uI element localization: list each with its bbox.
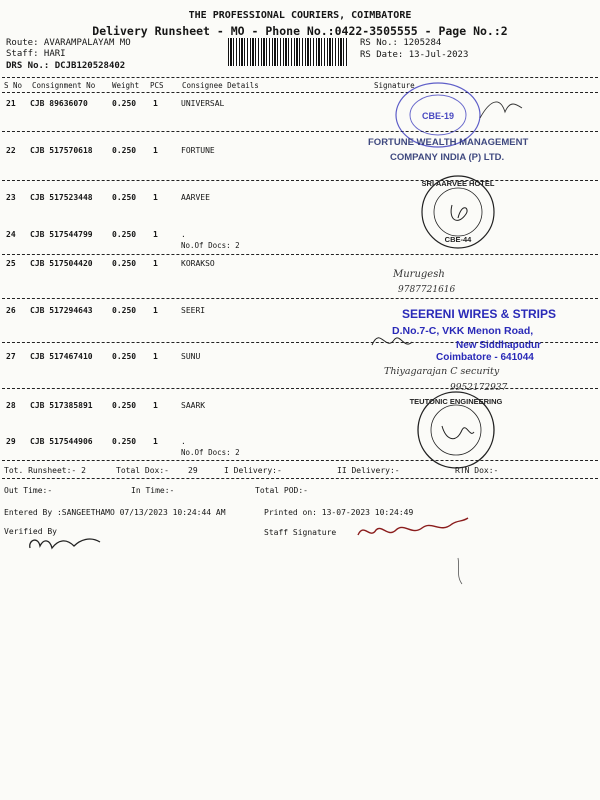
row-consignee: .	[181, 230, 186, 239]
row-consignee: FORTUNE	[181, 146, 215, 155]
row-consignment: CJB 517385891	[30, 401, 93, 410]
row-weight: 0.250	[112, 437, 137, 446]
divider	[2, 298, 598, 299]
row-weight: 0.250	[112, 259, 137, 268]
tot-runsheet: Tot. Runsheet:- 2	[4, 466, 86, 475]
rs-number: RS No.: 1205284	[360, 38, 442, 48]
row-pcs: 1	[153, 401, 158, 410]
teutonic-seal-text: TEUTONIC ENGINEERING	[409, 397, 503, 406]
row-weight: 0.250	[112, 230, 137, 239]
row-consignee: AARVEE	[181, 193, 210, 202]
row-pcs: 1	[153, 437, 158, 446]
staff-signature-label: Staff Signature	[264, 528, 337, 537]
seeri-stamp-line4: Coimbatore - 641044	[436, 352, 534, 363]
barcode	[228, 38, 348, 66]
divider	[2, 131, 598, 132]
seeri-stamp-line1: SEERENI WIRES & STRIPS	[402, 307, 557, 321]
divider	[2, 254, 598, 255]
row-weight: 0.250	[112, 401, 137, 410]
row-consignee: KORAKSO	[181, 259, 215, 268]
row-consignment: CJB 517294643	[30, 306, 93, 315]
divider	[2, 180, 598, 181]
row-consignment: CJB 517570618	[30, 146, 93, 155]
aarvee-seal	[422, 176, 495, 248]
row-pcs: 1	[153, 306, 158, 315]
verified-by: Verified By	[4, 527, 57, 536]
staff-name: Staff: HARI	[6, 49, 66, 59]
aarvee-seal-top-text: SRI AARVEE HOTEL	[421, 179, 495, 188]
ii-delivery: II Delivery:-	[337, 466, 400, 475]
row-doc-count: No.Of Docs: 2	[181, 241, 240, 250]
row-sno: 27	[6, 352, 16, 361]
row-pcs: 1	[153, 230, 158, 239]
divider	[2, 342, 598, 343]
row-sno: 29	[6, 437, 16, 446]
row-consignee: SUNU	[181, 352, 201, 361]
seeri-stamp-line2: D.No.7-C, VKK Menon Road,	[392, 325, 534, 337]
row-consignment: CJB 517544799	[30, 230, 93, 239]
verified-signature	[30, 539, 100, 548]
row-consignee: SAARK	[181, 401, 206, 410]
col-pcs: PCS	[150, 81, 164, 90]
fortune-stamp-line1: FORTUNE WEALTH MANAGEMENT	[368, 137, 529, 148]
seal-cbe-19-text: CBE-19	[421, 111, 455, 121]
out-time: Out Time:-	[4, 486, 53, 495]
divider	[2, 460, 598, 461]
col-weight: Weight	[112, 81, 140, 90]
drs-number: DRS No.: DCJB120528402	[6, 61, 126, 71]
handwriting-murugesh: Murugesh	[393, 269, 445, 280]
row-consignment: CJB 517467410	[30, 352, 93, 361]
seeri-stamp-line3: New Siddhapudur	[456, 340, 541, 351]
handwriting-murugesh-phone: 9787721616	[398, 285, 456, 295]
row-sno: 21	[6, 99, 16, 108]
row-sno: 22	[6, 146, 16, 155]
row-weight: 0.250	[112, 352, 137, 361]
signature-mark	[480, 102, 522, 118]
col-consignee: Consignee Details	[182, 81, 259, 90]
row-consignee: SEERI	[181, 306, 206, 315]
pen-mark	[458, 558, 462, 584]
row-sno: 25	[6, 259, 16, 268]
aarvee-seal-bottom-text: CBE-44	[444, 235, 472, 244]
divider	[2, 388, 598, 389]
in-time: In Time:-	[131, 486, 175, 495]
row-consignment: CJB 517504420	[30, 259, 93, 268]
total-pod: Total POD:-	[255, 486, 308, 495]
rtn-dox: RTN Dox:-	[455, 466, 499, 475]
row-weight: 0.250	[112, 146, 137, 155]
row-weight: 0.250	[112, 306, 137, 315]
col-consignment: Consignment No	[32, 81, 96, 90]
row-consignment: CJB 517523448	[30, 193, 93, 202]
row-sno: 26	[6, 306, 16, 315]
staff-signature-mark	[358, 518, 468, 535]
col-signature: Signature	[374, 81, 415, 90]
runsheet-title: Delivery Runsheet - MO - Phone No.:0422-3505555 - Page No.:2	[92, 24, 508, 38]
row-weight: 0.250	[112, 193, 137, 202]
rs-date: RS Date: 13-Jul-2023	[360, 50, 469, 60]
handwriting-thiyagarajan: Thiyagarajan C security	[384, 366, 500, 377]
row-pcs: 1	[153, 146, 158, 155]
row-consignee: UNIVERSAL	[181, 99, 225, 108]
row-doc-count: No.Of Docs: 2	[181, 448, 240, 457]
fortune-stamp-line2: COMPANY INDIA (P) LTD.	[390, 152, 505, 163]
route: Route: AVARAMPALAYAM MO	[6, 38, 131, 48]
row-sno: 23	[6, 193, 16, 202]
row-consignment: CJB 517544906	[30, 437, 93, 446]
row-pcs: 1	[153, 259, 158, 268]
row-sno: 24	[6, 230, 16, 239]
entered-by: Entered By :SANGEETHAMO 07/13/2023 10:24:44 AM	[4, 508, 226, 517]
divider	[2, 77, 598, 78]
divider	[2, 92, 598, 93]
teutonic-seal	[410, 392, 503, 468]
row-pcs: 1	[153, 193, 158, 202]
i-delivery: I Delivery:-	[224, 466, 282, 475]
row-consignment: CJB 89636070	[30, 99, 88, 108]
row-pcs: 1	[153, 99, 158, 108]
row-sno: 28	[6, 401, 16, 410]
row-weight: 0.250	[112, 99, 137, 108]
divider	[2, 478, 598, 479]
row-consignee: .	[181, 437, 186, 446]
company-name: THE PROFESSIONAL COURIERS, COIMBATORE	[188, 10, 412, 21]
row-pcs: 1	[153, 352, 158, 361]
total-dox-label: Total Dox:-	[116, 466, 169, 475]
handwriting-thiyagarajan-phone: 9952172937	[450, 383, 508, 393]
col-sno: S No	[4, 81, 23, 90]
printed-on: Printed on: 13-07-2023 10:24:49	[264, 508, 414, 517]
total-dox-value: 29	[188, 466, 198, 475]
